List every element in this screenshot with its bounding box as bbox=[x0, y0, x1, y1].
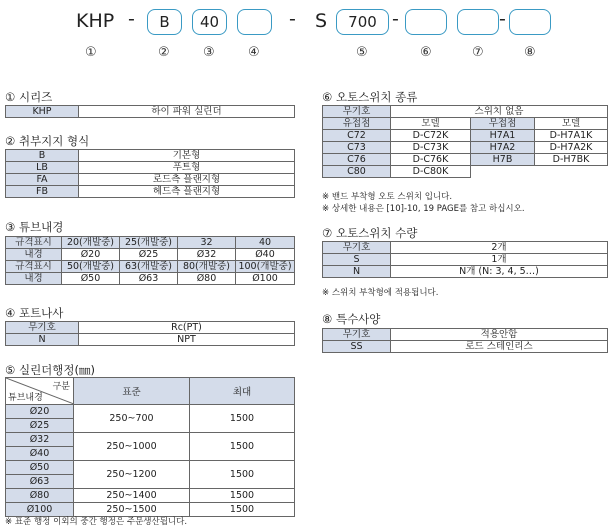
table-row bbox=[323, 118, 608, 130]
mount-desc: 로드측 플랜지형 bbox=[79, 174, 295, 186]
series-table bbox=[5, 105, 295, 118]
switch-model: D-H7A1K bbox=[535, 130, 608, 142]
special-desc: 적용안함 bbox=[391, 329, 608, 341]
switch-model: D-C73K bbox=[391, 142, 471, 154]
table-row bbox=[6, 186, 295, 198]
table-row bbox=[6, 273, 295, 285]
switch-note-1: ※ 밴드 부착형 오토 스위치 입니다. bbox=[322, 192, 453, 202]
table-row bbox=[6, 405, 295, 419]
stroke-max: 1500 bbox=[190, 461, 295, 489]
table-row bbox=[6, 106, 295, 118]
qty-desc: 1개 bbox=[391, 254, 608, 266]
bore-diameter: Ø32 bbox=[178, 249, 236, 261]
table-row bbox=[323, 166, 608, 178]
mount-title: ② 취부지지 형식 bbox=[5, 134, 90, 148]
table-row bbox=[6, 249, 295, 261]
mount-code: FB bbox=[6, 186, 79, 198]
series-code: KHP bbox=[6, 106, 79, 118]
code-box-switch bbox=[405, 9, 447, 35]
mount-table bbox=[5, 149, 295, 198]
code-box-stroke: 700 bbox=[336, 9, 389, 35]
index-6: ⑥ bbox=[420, 45, 432, 60]
dash-1: - bbox=[128, 8, 135, 30]
switch-code: C72 bbox=[323, 130, 391, 142]
stroke-bore: Ø25 bbox=[6, 419, 74, 433]
code-letter-s: S bbox=[315, 10, 328, 32]
code-box-special bbox=[509, 9, 551, 35]
stroke-max: 1500 bbox=[190, 489, 295, 503]
series-title: ① 시리즈 bbox=[5, 90, 53, 104]
stroke-std: 250~700 bbox=[74, 405, 190, 433]
stroke-max: 1500 bbox=[190, 405, 295, 433]
dash-4: - bbox=[499, 8, 506, 30]
table-row bbox=[6, 378, 295, 405]
switch-model: D-C72K bbox=[391, 130, 471, 142]
special-table bbox=[322, 328, 608, 353]
switch-code: H7B bbox=[471, 154, 535, 166]
switch-model: D-H7BK bbox=[535, 154, 608, 166]
table-row bbox=[6, 322, 295, 334]
empty-cell bbox=[535, 166, 608, 178]
empty-cell bbox=[471, 166, 535, 178]
switch-code: H7A1 bbox=[471, 130, 535, 142]
bore-title: ③ 튜브내경 bbox=[5, 220, 64, 234]
bore-diameter: Ø40 bbox=[236, 249, 295, 261]
qty-note: ※ 스위치 부착형에 적용됩니다. bbox=[322, 288, 439, 298]
switch-code: C80 bbox=[323, 166, 391, 178]
bore-label: 내경 bbox=[6, 249, 62, 261]
mount-desc: 헤드측 플랜지형 bbox=[79, 186, 295, 198]
stroke-bore: Ø50 bbox=[6, 461, 74, 475]
stroke-std: 250~1400 bbox=[74, 489, 190, 503]
table-row bbox=[6, 237, 295, 249]
mount-code: FA bbox=[6, 174, 79, 186]
port-table bbox=[5, 321, 295, 346]
table-row bbox=[323, 254, 608, 266]
special-code: SS bbox=[323, 341, 391, 353]
bore-label: 규격표시 bbox=[6, 237, 62, 249]
special-code: 무기호 bbox=[323, 329, 391, 341]
bore-label: 규격표시 bbox=[6, 261, 62, 273]
stroke-std: 250~1200 bbox=[74, 461, 190, 489]
table-row bbox=[6, 150, 295, 162]
table-row bbox=[323, 154, 608, 166]
qty-code: 무기호 bbox=[323, 242, 391, 254]
stroke-std: 250~1500 bbox=[74, 503, 190, 517]
switch-none-code: 무기호 bbox=[323, 106, 391, 118]
qty-code: N bbox=[323, 266, 391, 278]
qty-code: S bbox=[323, 254, 391, 266]
switch-table bbox=[322, 105, 608, 178]
switch-model2-header: 모델 bbox=[535, 118, 608, 130]
stroke-max-header: 최대 bbox=[190, 378, 295, 405]
table-row bbox=[323, 329, 608, 341]
code-box-qty bbox=[457, 9, 499, 35]
special-desc: 로드 스테인리스 bbox=[391, 341, 608, 353]
mount-code: LB bbox=[6, 162, 79, 174]
bore-size: 80(개발중) bbox=[178, 261, 236, 273]
corner-top-label: 구분 bbox=[52, 382, 70, 392]
qty-table bbox=[322, 241, 608, 278]
special-title: ⑧ 특수사양 bbox=[322, 312, 381, 326]
table-row bbox=[6, 489, 295, 503]
table-row bbox=[323, 106, 608, 118]
switch-noncontact-header: 무접점 bbox=[471, 118, 535, 130]
switch-note-2: ※ 상세한 내용은 [10]-10, 19 PAGE를 참고 하십시오. bbox=[322, 204, 525, 214]
port-code: 무기호 bbox=[6, 322, 79, 334]
table-row bbox=[6, 261, 295, 273]
switch-contact-header: 유접점 bbox=[323, 118, 391, 130]
bore-diameter: Ø80 bbox=[178, 273, 236, 285]
switch-model: D-H7A2K bbox=[535, 142, 608, 154]
table-row bbox=[6, 174, 295, 186]
stroke-title: ⑤ 실린더행정(㎜) bbox=[5, 363, 95, 377]
port-title: ④ 포트나사 bbox=[5, 306, 64, 320]
code-box-port bbox=[237, 9, 272, 35]
switch-model: D-C80K bbox=[391, 166, 471, 178]
table-row bbox=[6, 461, 295, 475]
bore-size: 50(개발중) bbox=[62, 261, 120, 273]
mount-desc: 푸트형 bbox=[79, 162, 295, 174]
bore-size: 25(개발중) bbox=[120, 237, 178, 249]
switch-code: C73 bbox=[323, 142, 391, 154]
index-8: ⑧ bbox=[524, 45, 536, 60]
stroke-bore: Ø40 bbox=[6, 447, 74, 461]
switch-model: D-C76K bbox=[391, 154, 471, 166]
bore-label: 내경 bbox=[6, 273, 62, 285]
qty-desc: N개 (N: 3, 4, 5…) bbox=[391, 266, 608, 278]
bore-table bbox=[5, 236, 295, 285]
index-1: ① bbox=[85, 45, 97, 60]
stroke-bore: Ø20 bbox=[6, 405, 74, 419]
bore-size: 40 bbox=[236, 237, 295, 249]
switch-code: C76 bbox=[323, 154, 391, 166]
code-box-mount: B bbox=[147, 9, 182, 35]
stroke-corner-cell bbox=[6, 378, 74, 405]
stroke-bore: Ø80 bbox=[6, 489, 74, 503]
table-row bbox=[323, 242, 608, 254]
switch-code: H7A2 bbox=[471, 142, 535, 154]
stroke-table bbox=[5, 377, 295, 517]
index-3: ③ bbox=[203, 45, 215, 60]
bore-size: 32 bbox=[178, 237, 236, 249]
model-prefix: KHP bbox=[76, 10, 115, 32]
table-row bbox=[6, 162, 295, 174]
index-4: ④ bbox=[248, 45, 260, 60]
index-7: ⑦ bbox=[472, 45, 484, 60]
table-row bbox=[323, 341, 608, 353]
qty-title: ⑦ 오토스위치 수량 bbox=[322, 226, 418, 240]
stroke-note: ※ 표준 행정 이외의 중간 행정은 주문생산됩니다. bbox=[5, 517, 188, 527]
index-2: ② bbox=[158, 45, 170, 60]
bore-size: 63(개발중) bbox=[120, 261, 178, 273]
switch-model-header: 모델 bbox=[391, 118, 471, 130]
series-desc: 하이 파워 실린더 bbox=[79, 106, 295, 118]
switch-none-desc: 스위치 없음 bbox=[391, 106, 608, 118]
stroke-max: 1500 bbox=[190, 503, 295, 517]
dash-3: - bbox=[392, 8, 399, 30]
table-row bbox=[6, 334, 295, 346]
table-row bbox=[323, 266, 608, 278]
stroke-std: 250~1000 bbox=[74, 433, 190, 461]
bore-diameter: Ø50 bbox=[62, 273, 120, 285]
dash-2: - bbox=[289, 8, 296, 30]
stroke-bore: Ø100 bbox=[6, 503, 74, 517]
table-row bbox=[323, 130, 608, 142]
switch-title: ⑥ 오토스위치 종류 bbox=[322, 90, 418, 104]
port-desc: Rc(PT) bbox=[79, 322, 295, 334]
mount-desc: 기본형 bbox=[79, 150, 295, 162]
port-code: N bbox=[6, 334, 79, 346]
stroke-bore: Ø32 bbox=[6, 433, 74, 447]
port-desc: NPT bbox=[79, 334, 295, 346]
qty-desc: 2개 bbox=[391, 242, 608, 254]
bore-size: 20(개발중) bbox=[62, 237, 120, 249]
bore-diameter: Ø100 bbox=[236, 273, 295, 285]
code-box-bore: 40 bbox=[192, 9, 227, 35]
stroke-max: 1500 bbox=[190, 433, 295, 461]
index-5: ⑤ bbox=[356, 45, 368, 60]
bore-diameter: Ø63 bbox=[120, 273, 178, 285]
bore-size: 100(개발중) bbox=[236, 261, 295, 273]
bore-diameter: Ø20 bbox=[62, 249, 120, 261]
stroke-bore: Ø63 bbox=[6, 475, 74, 489]
table-row bbox=[6, 433, 295, 447]
table-row bbox=[323, 142, 608, 154]
stroke-std-header: 표준 bbox=[74, 378, 190, 405]
bore-diameter: Ø25 bbox=[120, 249, 178, 261]
mount-code: B bbox=[6, 150, 79, 162]
corner-bottom-label: 튜브내경 bbox=[8, 393, 43, 403]
